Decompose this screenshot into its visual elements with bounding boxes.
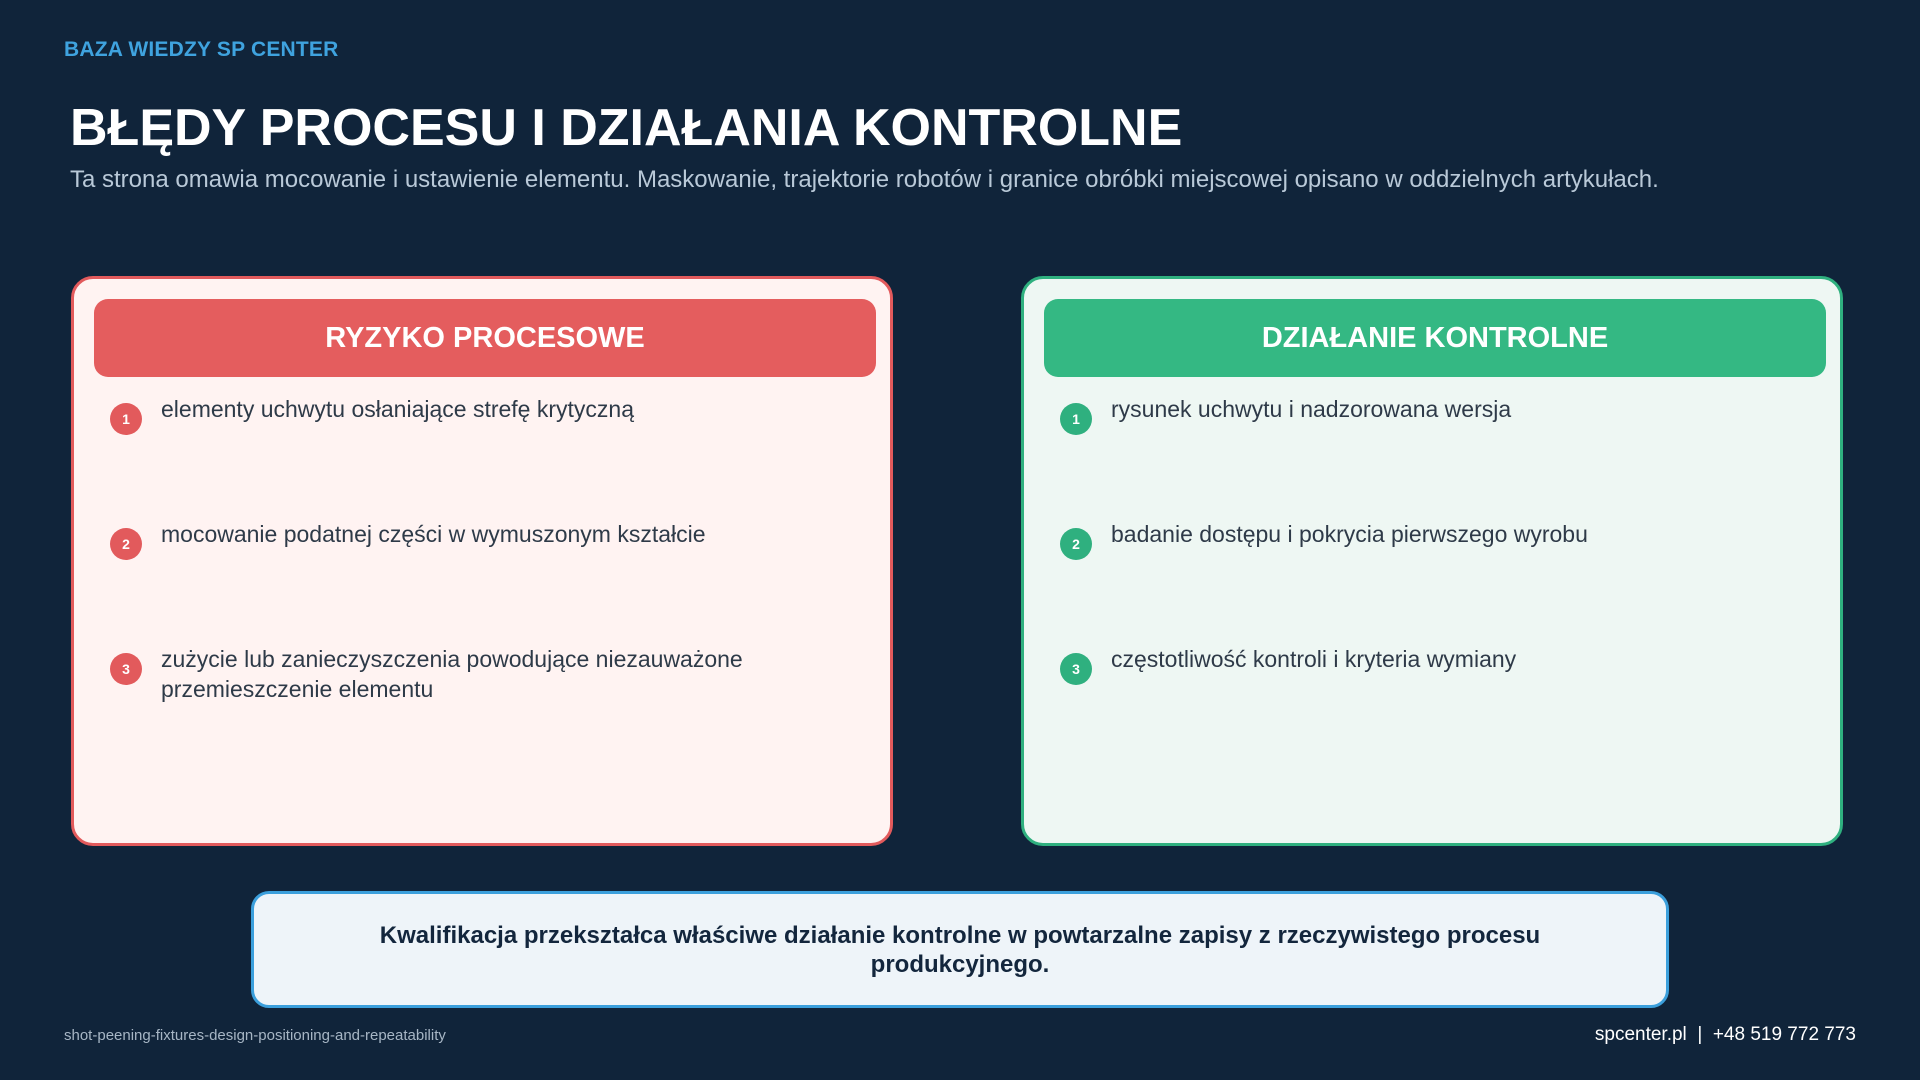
control-item-text: badanie dostępu i pokrycia pierwszego wyrobu [1111, 521, 1588, 547]
footer-contact: spcenter.pl | +48 519 772 773 [1594, 1024, 1856, 1045]
risk-item-text: zużycie lub zanieczyszczenia powodujące niezauważone przemieszczenie elementu [161, 646, 743, 702]
risk-item [110, 394, 850, 435]
risk-item [110, 644, 850, 704]
control-item-text: częstotliwość kontroli i kryteria wymiany [1111, 646, 1517, 672]
control-item-text: rysunek uchwytu i nadzorowana wersja [1111, 396, 1512, 422]
risk-item-text: elementy uchwytu osłaniające strefę krytyczną [161, 396, 634, 422]
control-card [1021, 276, 1843, 846]
summary-box [251, 891, 1669, 1008]
number-badge: 2 [110, 528, 142, 560]
number-badge: 2 [1060, 528, 1092, 560]
footer-slug: shot-peening-fixtures-design-positioning-and-repeatability [64, 1027, 446, 1044]
number-badge: 3 [110, 653, 142, 685]
risk-item [110, 519, 850, 560]
brand-label: BAZA WIEDZY SP CENTER [64, 38, 339, 61]
control-item [1060, 519, 1800, 560]
number-badge: 1 [110, 403, 142, 435]
page-title: BŁĘDY PROCESU I DZIAŁANIA KONTROLNE [70, 99, 1183, 157]
number-badge: 3 [1060, 653, 1092, 685]
risk-item-text: mocowanie podatnej części w wymuszonym kształcie [161, 521, 706, 547]
control-item [1060, 394, 1800, 435]
page-subtitle: Ta strona omawia mocowanie i ustawienie elementu. Maskowanie, trajektorie robotów i granice obróbki miejscowej opisano w oddzielnych artykułach. [70, 166, 1659, 193]
summary-text: Kwalifikacja przekształca właściwe działanie kontrolne w powtarzalne zapisy z rzeczywistego procesu produkcyjnego. [379, 921, 1541, 978]
number-badge: 1 [1060, 403, 1092, 435]
control-item [1060, 644, 1800, 685]
control-card-header: DZIAŁANIE KONTROLNE [1044, 299, 1826, 377]
risk-card [71, 276, 893, 846]
risk-card-header: RYZYKO PROCESOWE [94, 299, 876, 377]
